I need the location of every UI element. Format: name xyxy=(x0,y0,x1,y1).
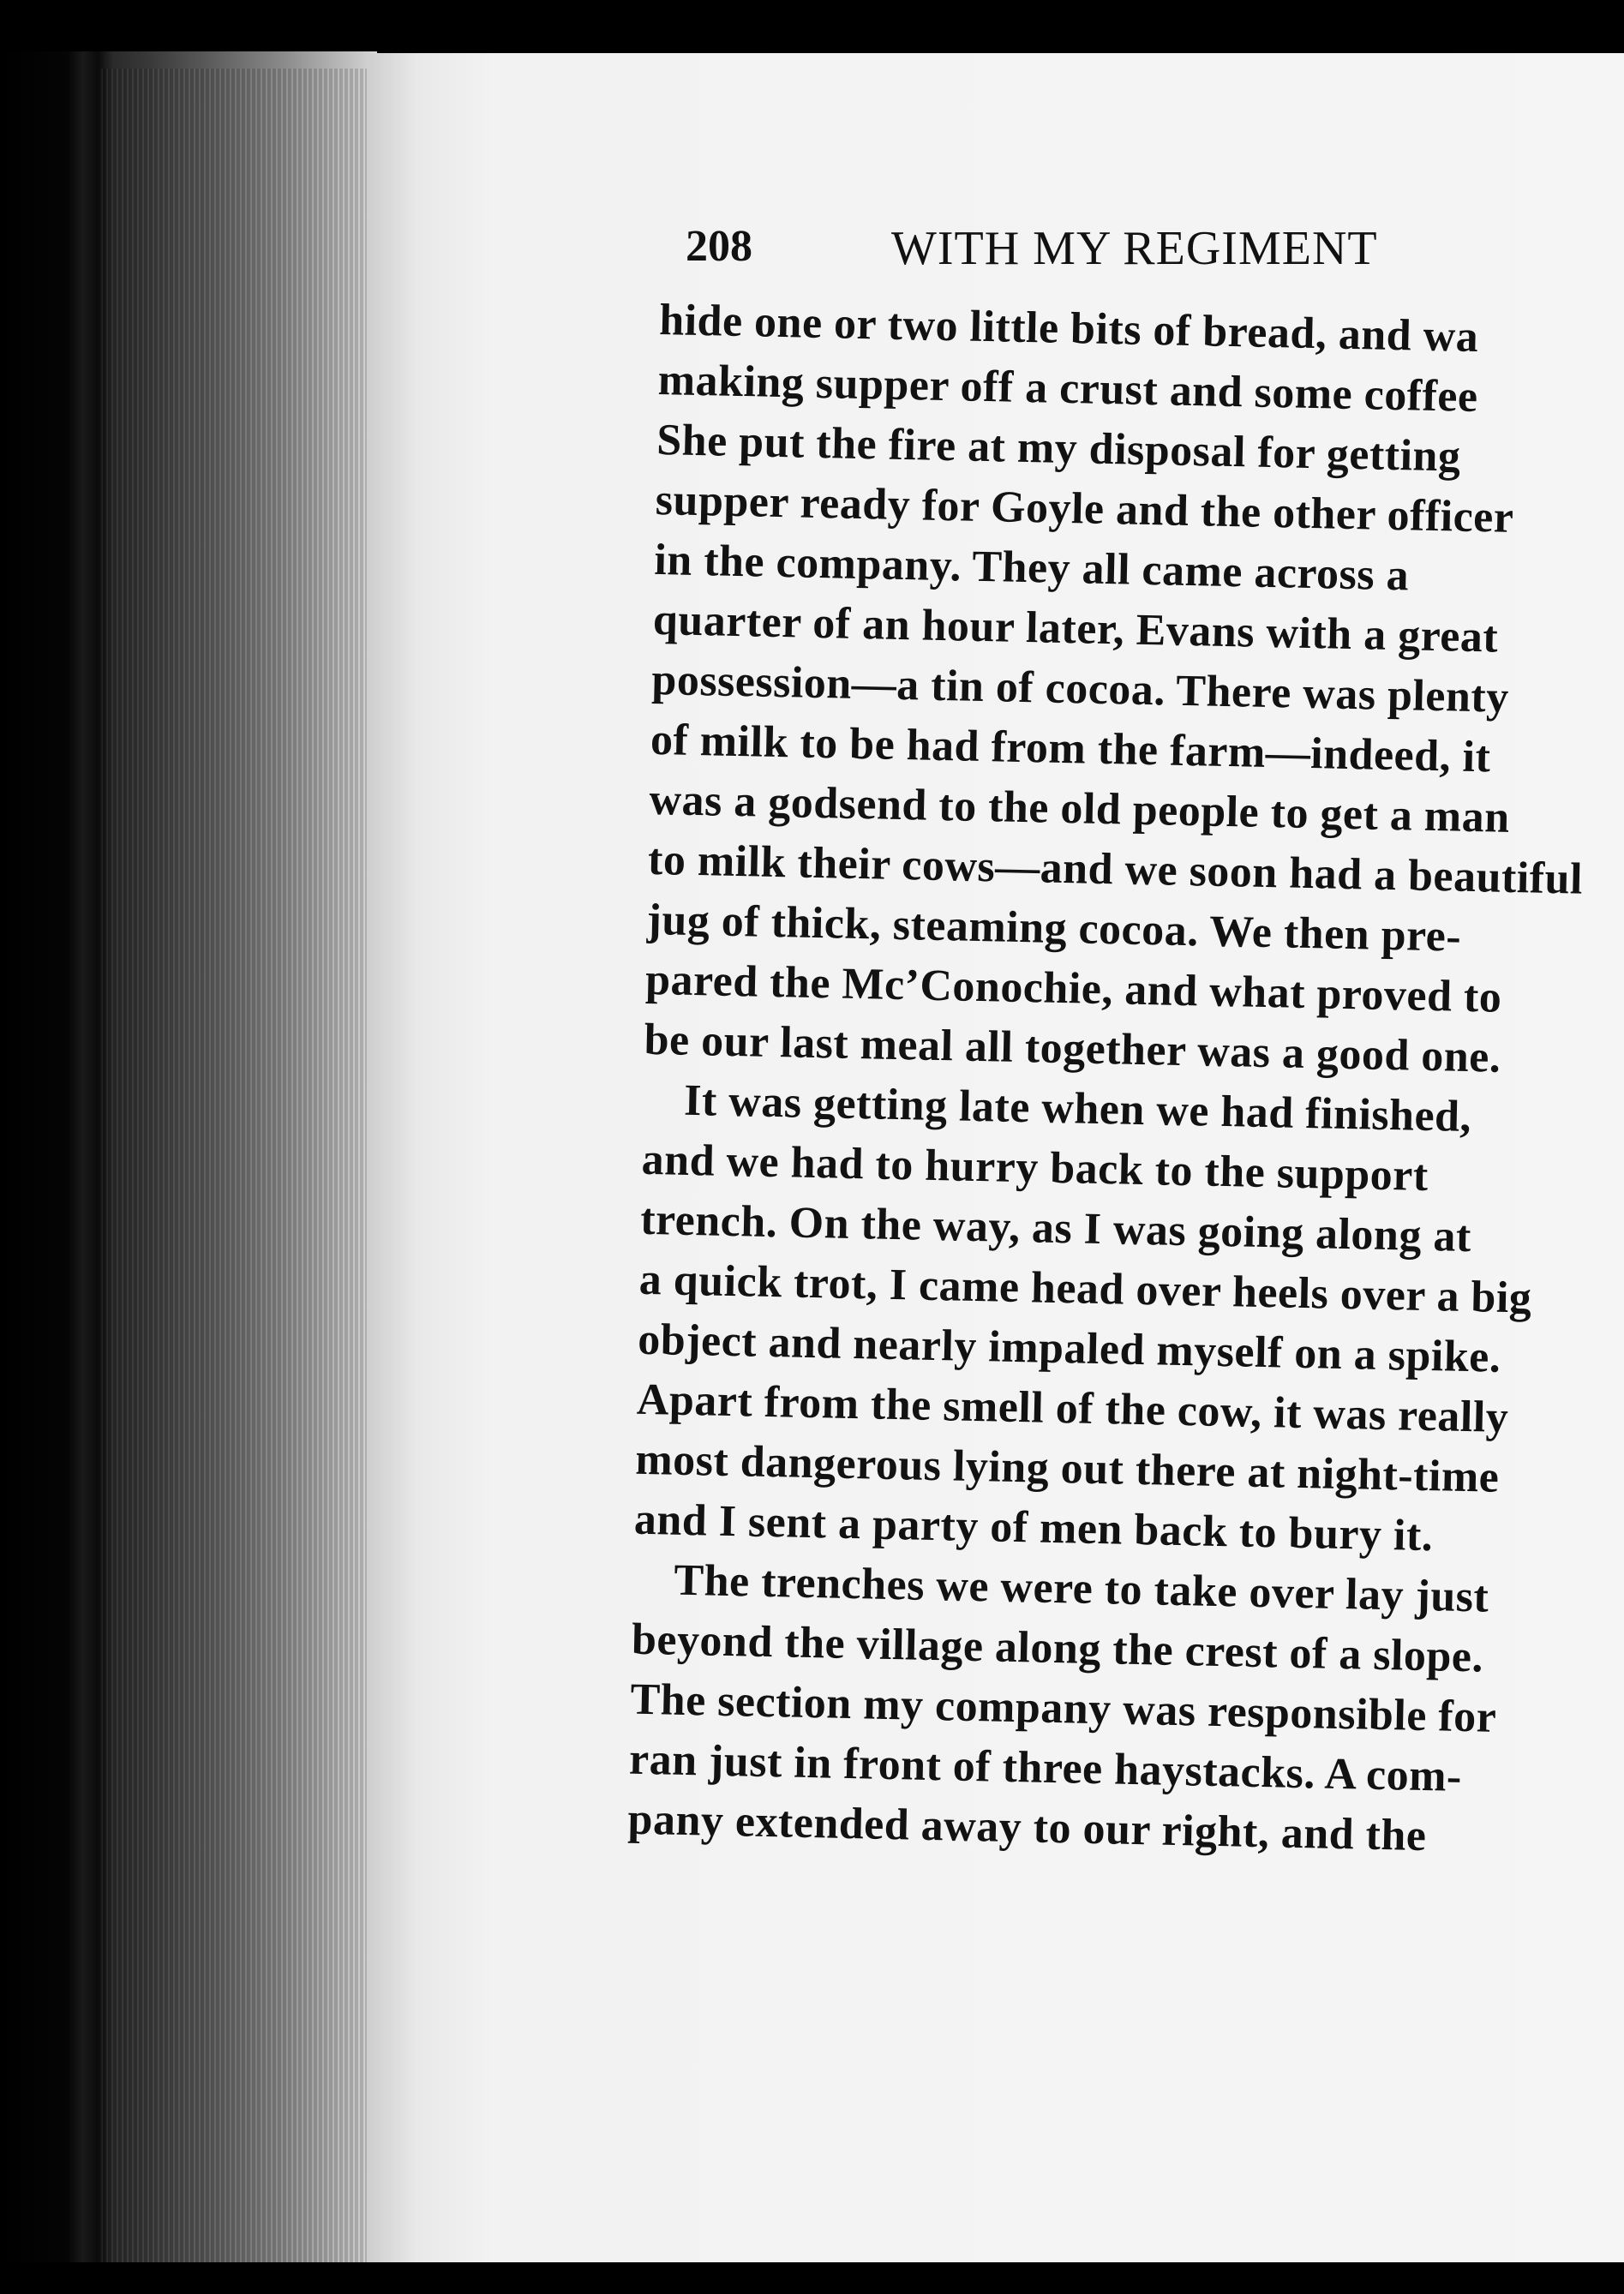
text-line: possession—a tin of cocoa. There was plenty xyxy=(650,655,1510,722)
body-text xyxy=(626,291,1624,1939)
text-line: quarter of an hour later, Evans with a great xyxy=(652,595,1499,662)
text-line: of milk to be had from the farm—indeed, it xyxy=(650,715,1491,782)
text-line: The section my company was responsible for xyxy=(629,1674,1497,1742)
text-line: a quick trot, I came head over heels over a big xyxy=(638,1255,1532,1323)
text-line: hide one or two little bits of bread, and wa xyxy=(658,295,1479,362)
text-line: The trenches we were to take over lay just xyxy=(673,1555,1489,1622)
page-number: 208 xyxy=(686,222,752,271)
text-line: to milk their cows—and we soon had a beautiful xyxy=(647,835,1584,904)
text-line: ran just in front of three haystacks. A com- xyxy=(628,1734,1463,1801)
text-line: and we had to hurry back to the support xyxy=(641,1135,1429,1201)
text-line: object and nearly impaled myself on a spike. xyxy=(637,1315,1501,1382)
text-line: She put the fire at my disposal for getting xyxy=(656,415,1462,482)
text-line: pany extended away to our right, and the xyxy=(627,1794,1428,1861)
page-edges xyxy=(101,69,367,2262)
text-line: pared the Mc’Conochie, and what proved to xyxy=(644,955,1502,1022)
text-line: trench. On the way, as I was going along at xyxy=(639,1195,1472,1262)
page-header xyxy=(686,221,1624,281)
text-line: Apart from the smell of the cow, it was really xyxy=(636,1375,1509,1443)
text-line: most dangerous lying out there at night-time xyxy=(634,1434,1500,1502)
text-line: be our last meal all together was a good one. xyxy=(644,1015,1501,1082)
text-line: beyond the village along the crest of a slope. xyxy=(631,1614,1484,1682)
text-line: It was getting late when we had finished, xyxy=(683,1075,1472,1142)
text-line: jug of thick, steaming cocoa. We then pre- xyxy=(646,895,1462,961)
text-line: was a godsend to the old people to get a man xyxy=(648,775,1511,842)
bottom-shadow xyxy=(0,2262,1624,2294)
text-line: and I sent a party of men back to bury it. xyxy=(633,1494,1434,1561)
running-head: WITH MY REGIMENT xyxy=(891,222,1378,275)
text-line: in the company. They all came across a xyxy=(653,535,1410,601)
text-line: supper ready for Goyle and the other officer xyxy=(655,475,1515,542)
text-line: making supper off a crust and some coffee xyxy=(657,355,1479,422)
